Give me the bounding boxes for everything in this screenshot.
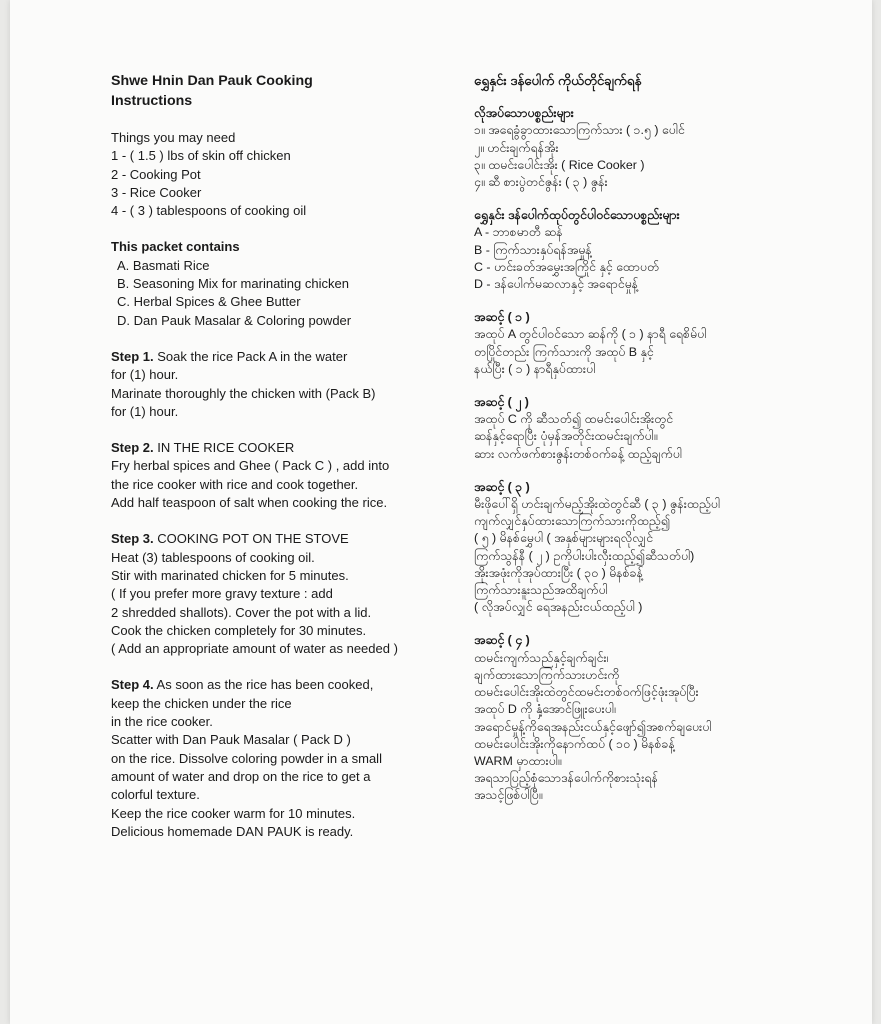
burmese-contains-item: D - ဒန်ပေါက်မဆလာနှင့် အရောင်မှုန့် [474, 277, 639, 292]
burmese-needs-heading: လိုအပ်သောပစ္စည်းများ [474, 106, 574, 121]
burmese-step-2-text: အထုပ် C ကို ဆီသတ်၍ ထမင်းပေါင်းအိုးတွင် [474, 412, 674, 427]
burmese-step-4-text: ထမင်းကျက်သည်နှင့်ချက်ချင်း၊ [474, 650, 609, 665]
step-3-line [111, 530, 441, 548]
step-1-line [111, 348, 441, 366]
needs-item: 3 - Rice Cooker [111, 184, 202, 200]
document-title-line-2: Instructions [111, 92, 193, 109]
step-3-label: Step 3. [111, 531, 154, 547]
burmese-step-4-text: အသင့်ဖြစ်ပါပြီ။ [474, 788, 543, 803]
step-2-label: Step 2. [111, 440, 154, 456]
step-4-line [111, 676, 441, 694]
step-3-text: COOKING POT ON THE STOVE [157, 531, 349, 547]
english-column [111, 72, 441, 841]
burmese-step-3-text: ကြက်သွန်နီ ( ၂ ) ဥကိုပါးပါးလှီးထည့်၍ဆီသတ်ပါ) [474, 548, 695, 563]
burmese-step-3-text: ကျက်လျှင်နှပ်ထားသောကြက်သားကိုထည့်၍ [474, 514, 671, 529]
burmese-step-4-text: အရသာပြည့်စုံသောဒန်ပေါက်ကိုစားသုံးရန် [474, 771, 658, 786]
burmese-step-2-text: ဆား လက်ဖက်စားဇွန်းတစ်ဝက်ခန့် ထည့်ချက်ပါ [474, 446, 682, 461]
step-3-text: ( Add an appropriate amount of water as needed ) [111, 641, 398, 657]
burmese-needs-item: ၁။ အရေခွံခွာထားသောကြက်သား ( ၁.၅ ) ပေါင် [474, 123, 685, 138]
step-1-text: Soak the rice Pack A in the water [157, 348, 348, 364]
burmese-step-1-text: တပြိုင်တည်း ကြက်သားကို အထုပ် B နှင့် [474, 344, 654, 359]
burmese-step-2-text: ဆန်နှင့်ရောပြီး ပုံမှန်အတိုင်းထမင်းချက်ပါ။ [474, 429, 658, 444]
step-2-text: Add half teaspoon of salt when cooking the rice. [111, 495, 388, 511]
burmese-step-3-text: ကြက်သားနူးသည်အထိချက်ပါ [474, 583, 608, 598]
burmese-step-4-text: ထမင်းပေါင်းအိုးကိုနောက်ထပ် ( ၁၀ ) မိနစ်ခန့် [474, 736, 675, 751]
step-2-line [111, 439, 441, 457]
step-4-text: Scatter with Dan Pauk Masalar ( Pack D ) [111, 732, 351, 748]
burmese-step-4-text: အရောင်မှုန့်ကိုရေအနည်းငယ်နှင့်ဖျော်၍အစက်ချပေးပါ [474, 719, 712, 734]
needs-item: 4 - ( 3 ) tablespoons of cooking oil [111, 203, 307, 219]
burmese-column [474, 72, 864, 805]
step-1-text: Marinate thoroughly the chicken with (Pack B) [111, 385, 376, 401]
burmese-step-3-text: မီးဖိုပေါ်ရှိ ဟင်းချက်မည့်အိုးထဲတွင်ဆီ ( ၃ ) ဇွန်းထည့်ပါ [474, 497, 721, 512]
needs-heading: Things you may need [111, 130, 236, 145]
burmese-contains-heading: ရွှေနှင်း ဒန်ပေါက်ထုပ်တွင်ပါဝင်သောပစ္စည်းများ [474, 208, 680, 223]
burmese-step-4-text: WARM မှာထားပါ။ [474, 753, 562, 768]
step-4-text: Delicious homemade DAN PAUK is ready. [111, 823, 354, 839]
step-4-text: Keep the rice cooker warm for 10 minutes. [111, 805, 356, 821]
contains-item: D. Dan Pauk Masalar & Coloring powder [117, 312, 352, 328]
step-4-text: in the rice cooker. [111, 714, 213, 730]
burmese-title: ရွှေနှင်း ဒန်ပေါက် ကိုယ်တိုင်ချက်ရန် [474, 73, 642, 88]
burmese-step-1-label: အဆင့် ( ၁ ) [474, 310, 530, 325]
burmese-needs-item: ၂။ ဟင်းချက်ရန်အိုး [474, 140, 559, 155]
step-3-text: Cook the chicken completely for 30 minutes. [111, 622, 367, 638]
document-page [10, 0, 872, 1024]
burmese-step-3-label: အဆင့် ( ၃ ) [474, 479, 530, 494]
burmese-step-1-text: နယ်ပြီး ( ၁ ) နာရီနှပ်ထားပါ [474, 361, 596, 376]
burmese-contains-item: A - ဘာစမာတီ ဆန် [474, 225, 563, 240]
step-4-text: on the rice. Dissolve coloring powder in a small [111, 750, 382, 766]
burmese-step-1-text: အထုပ် A တွင်ပါဝင်သော ဆန်ကို ( ၁ ) နာရီ ရေစိမ်ပါ [474, 327, 707, 342]
burmese-needs-item: ၄။ ဆီ စားပွဲတင်ဇွန်း ( ၃ ) ဇွန်း [474, 175, 608, 190]
contains-heading: This packet contains [111, 239, 240, 255]
burmese-step-4-text: အထုပ် D ကို နှံ့အောင်ဖြူးပေးပါ၊ [474, 702, 616, 717]
step-3-text: 2 shredded shallots). Cover the pot with a lid. [111, 604, 372, 620]
step-2-text: IN THE RICE COOKER [157, 440, 295, 456]
burmese-step-2-label: အဆင့် ( ၂ ) [474, 395, 529, 410]
step-1-text: for (1) hour. [111, 367, 179, 383]
burmese-step-4-text: ချက်ထားသောကြက်သားဟင်းကို [474, 667, 620, 682]
step-3-text: ( If you prefer more gravy texture : add [111, 586, 333, 602]
step-4-label: Step 4. [111, 677, 154, 693]
contains-item: C. Herbal Spices & Ghee Butter [117, 294, 301, 310]
step-1-text: for (1) hour. [111, 403, 179, 419]
document-title-line-1: Shwe Hnin Dan Pauk Cooking [111, 73, 313, 89]
burmese-step-3-text: ( ၅ ) မိနစ်မွှေပါ ( အနှစ်များများရလိုလျှင် [474, 531, 654, 546]
burmese-step-3-text: ( လိုအပ်လျှင် ရေအနည်းငယ်ထည့်ပါ ) [474, 600, 643, 615]
burmese-contains-item: C - ဟင်းခတ်အမွှေးအကြိုင် နှင့် ထောပတ် [474, 259, 660, 274]
step-4-text: keep the chicken under the rice [111, 695, 292, 711]
step-2-text: Fry herbal spices and Ghee ( Pack C ) , add into [111, 458, 390, 474]
burmese-step-4-label: အဆင့် ( ၄ ) [474, 633, 530, 648]
burmese-needs-item: ၃။ ထမင်းပေါင်းအိုး ( Rice Cooker ) [474, 157, 645, 172]
contains-item: A. Basmati Rice [117, 257, 210, 273]
step-4-text: As soon as the rice has been cooked, [156, 677, 374, 693]
step-1-label: Step 1. [111, 348, 154, 364]
needs-item: 1 - ( 1.5 ) lbs of skin off chicken [111, 148, 291, 164]
step-4-text: amount of water and drop on the rice to get a [111, 768, 371, 784]
burmese-step-4-text: ထမင်းပေါင်းအိုးထဲတွင်ထမင်းတစ်ဝက်ဖြင့်ဖုံးအုပ်ပြီး [474, 685, 699, 700]
step-2-text: the rice cooker with rice and cook together. [111, 476, 359, 492]
step-4-text: colorful texture. [111, 787, 200, 803]
burmese-contains-item: B - ကြက်သားနှပ်ရန်အမှုန့် [474, 242, 592, 257]
burmese-step-3-text: အိုးအဖုံးကိုအုပ်ထားပြီး ( ၃၀ ) မိနစ်ခန့် [474, 565, 644, 580]
step-3-text: Stir with marinated chicken for 5 minutes. [111, 567, 349, 583]
step-3-text: Heat (3) tablespoons of cooking oil. [111, 549, 315, 565]
contains-item: B. Seasoning Mix for marinating chicken [117, 276, 349, 292]
needs-item: 2 - Cooking Pot [111, 166, 201, 182]
